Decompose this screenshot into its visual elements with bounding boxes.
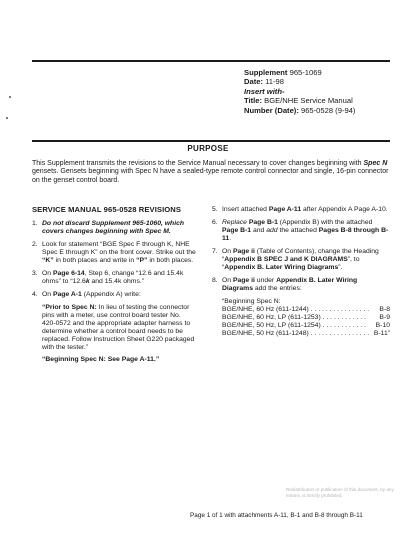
purpose-text-1: This Supplement transmits the revisions to the Service Manual necessary to cover changes beginning with bbox=[32, 160, 364, 167]
toc-entry bbox=[222, 306, 390, 314]
text-italic: Replace bbox=[222, 219, 247, 226]
revision-item-4 bbox=[32, 291, 196, 299]
purpose-heading: PURPOSE bbox=[187, 144, 229, 153]
date-label: Date: bbox=[244, 77, 263, 87]
section-rule bbox=[32, 140, 390, 142]
revisions-right-column bbox=[212, 206, 390, 338]
entry-label: BGE/NHE, 60 Hz, LP (611-1253) . . . . . . . . . . . . bbox=[222, 314, 367, 321]
text-part: add the entries: bbox=[252, 285, 302, 292]
title-value: BGE/NHE Service Manual bbox=[264, 96, 353, 106]
text-part: and bbox=[251, 227, 267, 234]
text-part: the attached bbox=[277, 227, 319, 234]
text-part: and 15.4k ohms.” bbox=[89, 278, 145, 285]
beginning-spec-note: “Beginning Spec N: See Page A-11.” bbox=[42, 356, 160, 363]
text-part: On bbox=[42, 291, 53, 298]
text-part: On bbox=[222, 277, 233, 284]
item-text bbox=[222, 248, 390, 272]
page-ref: Page A-1 bbox=[52, 291, 82, 298]
revisions-left-column bbox=[32, 206, 196, 368]
item-text bbox=[42, 241, 196, 265]
entry-page: B-8 bbox=[379, 306, 390, 313]
text-part: , Step 6, change “12.6 and 15.4k ohms” to “12.6 bbox=[42, 270, 184, 285]
entry-label: BGE/NHE, 50 Hz, LP (611-1254) . . . . . . . . . . . . bbox=[222, 322, 367, 329]
text-part: Insert attached bbox=[222, 206, 269, 213]
scan-speck bbox=[6, 117, 8, 119]
item-number: 6. bbox=[212, 219, 218, 226]
item-number: 2. bbox=[32, 241, 38, 248]
item-number: 5. bbox=[212, 206, 218, 213]
item-number: 3. bbox=[32, 270, 38, 277]
item-text bbox=[222, 277, 390, 293]
number-value: 965-0528 (9-94) bbox=[300, 105, 356, 115]
entry-page: B-11” bbox=[373, 330, 390, 337]
revision-item-1 bbox=[32, 220, 196, 236]
item-text bbox=[42, 270, 196, 286]
toc-entry bbox=[222, 322, 390, 330]
text-bold-italic: k bbox=[85, 278, 90, 285]
text-part: On bbox=[222, 248, 233, 255]
item-number: 7. bbox=[212, 248, 218, 255]
text-part: (Appendix B) with the attached bbox=[277, 219, 373, 226]
revision-item-5 bbox=[212, 206, 390, 214]
prior-label: “Prior to Spec N: bbox=[42, 304, 97, 311]
entry-label: BGE/NHE, 60 Hz (611-1244) . . . . . . . . . . . . . . . . bbox=[222, 306, 370, 313]
item-text: Do not discard Supplement 965-1060, which covers changes beginning with Spec M. bbox=[42, 220, 185, 235]
toc-entries bbox=[222, 298, 390, 338]
text-part: Look for statement “BGE Spec F through K, NHE Spec E through K” on the front cover. Strike out the bbox=[42, 241, 196, 256]
revision-item-3 bbox=[32, 270, 196, 286]
page-ref: Page 6-14 bbox=[52, 270, 85, 277]
text-bold: Appendix B. Later Wiring Diagrams bbox=[222, 277, 358, 292]
supplement-label: Supplement bbox=[244, 68, 288, 77]
revision-item-7 bbox=[212, 248, 390, 272]
item-text bbox=[42, 291, 196, 299]
date-value: 11-98 bbox=[265, 77, 284, 87]
item-number: 1. bbox=[32, 220, 38, 227]
entry-page: B-9 bbox=[379, 314, 390, 321]
text-bold: Appendix B SPEC J and K DIAGRAMS bbox=[224, 256, 348, 263]
insert-label: Insert with- bbox=[244, 86, 285, 96]
revision-item-6 bbox=[212, 219, 390, 243]
redistribution-watermark: Redistribution or publication of this document, by any means, is strictly prohibited. bbox=[286, 487, 394, 498]
scan-speck bbox=[9, 96, 11, 98]
title-label: Title: bbox=[244, 96, 263, 106]
text-part: in both places. bbox=[147, 257, 194, 264]
text-italic: add bbox=[266, 227, 278, 234]
purpose-spec: Spec N bbox=[363, 160, 388, 167]
page-ref: Pages B-8 through B-11 bbox=[222, 227, 389, 242]
text-part: ”, to “ bbox=[222, 256, 360, 271]
entries-heading: “Beginning Spec N: bbox=[222, 298, 281, 305]
text-part: in both places and write in bbox=[53, 257, 137, 264]
page-ref: Page ii bbox=[232, 277, 255, 284]
page-ref: Page B-1 bbox=[248, 219, 278, 226]
top-rule bbox=[32, 60, 390, 62]
item-text bbox=[222, 206, 390, 214]
text-part: ”. bbox=[338, 264, 343, 271]
text-bold: “P” bbox=[136, 257, 148, 264]
supplement-header bbox=[244, 68, 355, 115]
page-footer: Page 1 of 1 with attachments A-11, B-1 and B-8 through B-11 bbox=[190, 512, 363, 519]
purpose-text-2: gensets. Gensets beginning with Spec N have a sealed-type remote control connector and single, 16-pin connector on the genset control board. bbox=[32, 168, 389, 184]
toc-entry bbox=[222, 314, 390, 322]
supplement-value: 965-1069 bbox=[289, 68, 322, 77]
page-ref: Page B-1 bbox=[222, 227, 252, 234]
text-bold: “K” bbox=[42, 257, 54, 264]
text-bold: Appendix B. Later Wiring Diagrams bbox=[224, 264, 339, 271]
revision-item-8 bbox=[212, 277, 390, 293]
text-part: On bbox=[42, 270, 53, 277]
text-part: (Appendix A) write: bbox=[81, 291, 141, 298]
item-number: 8. bbox=[212, 277, 218, 284]
text-part: . bbox=[229, 235, 232, 242]
toc-entry bbox=[222, 330, 390, 338]
page-ref: Page ii bbox=[232, 248, 255, 255]
entry-label: BGE/NHE, 50 Hz (611-1248) . . . . . . . . . . . . . . . . bbox=[222, 330, 370, 337]
text-part: (Table of Contents), change the Heading “ bbox=[222, 248, 379, 263]
item-number: 4. bbox=[32, 291, 38, 298]
prior-spec-note bbox=[42, 304, 196, 352]
number-label: Number (Date): bbox=[244, 105, 299, 115]
text-part: under bbox=[254, 277, 277, 284]
text-part: after Appendix A Page A-10. bbox=[301, 206, 388, 213]
prior-text: In lieu of testing the connector pins with a meter, use control board tester No. 420-0572 and the appropriate adapter harness to determine whether a control board needs to be replaced. Follow Instruction Sheet G220 packaged with the tester.” bbox=[42, 304, 195, 351]
revision-item-2 bbox=[32, 241, 196, 265]
page-ref: Page A-11 bbox=[268, 206, 302, 213]
item-text bbox=[222, 219, 390, 243]
revisions-title: SERVICE MANUAL 965-0528 REVISIONS bbox=[32, 205, 182, 214]
purpose-paragraph bbox=[32, 160, 390, 185]
entry-page: B-10 bbox=[375, 322, 390, 329]
